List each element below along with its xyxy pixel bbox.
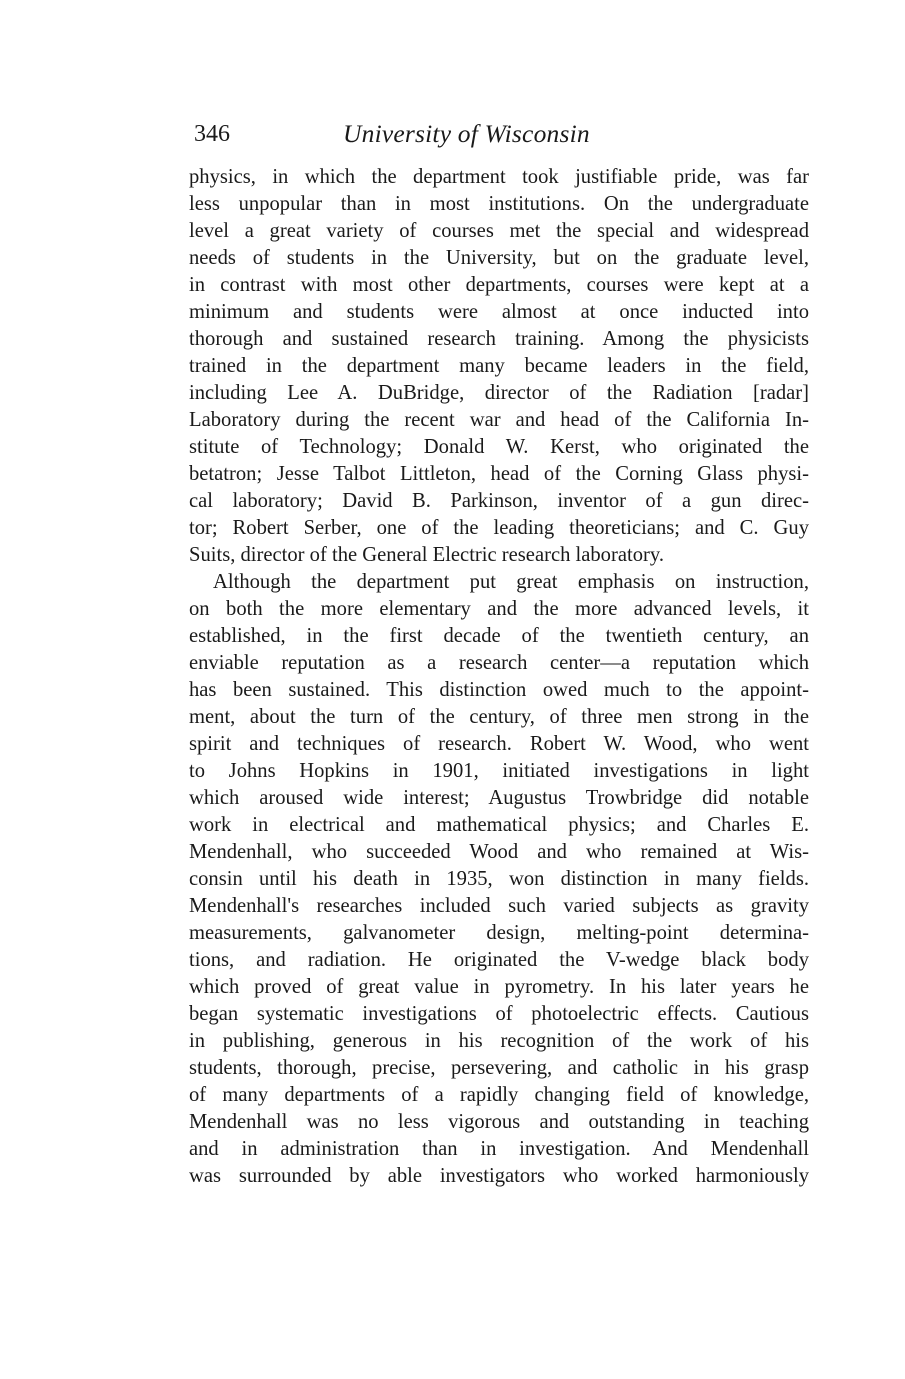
text-line: cal laboratory; David B. Parkinson, inventor of a gun direc-: [189, 490, 809, 512]
text-line: tor; Robert Serber, one of the leading theoreticians; and C. Guy: [189, 517, 809, 539]
text-line: tions, and radiation. He originated the V-wedge black body: [189, 949, 809, 971]
text-line: Laboratory during the recent war and head of the California In-: [189, 409, 809, 431]
text-line: physics, in which the department took justifiable pride, was far: [189, 166, 809, 188]
text-line: Suits, director of the General Electric research laboratory.: [189, 544, 664, 566]
running-title: University of Wisconsin: [343, 119, 590, 148]
text-line: on both the more elementary and the more advanced levels, it: [189, 598, 809, 620]
text-line: needs of students in the University, but on the graduate level,: [189, 247, 809, 269]
text-line: began systematic investigations of photoelectric effects. Cautious: [189, 1003, 809, 1025]
paragraph-2: [189, 569, 809, 1190]
text-line: consin until his death in 1935, won distinction in many fields.: [189, 868, 809, 890]
text-line: was surrounded by able investigators who worked harmoniously: [189, 1165, 809, 1187]
text-line: has been sustained. This distinction owed much to the appoint-: [189, 679, 809, 701]
text-line: students, thorough, precise, persevering, and catholic in his grasp: [189, 1057, 809, 1079]
text-line: to Johns Hopkins in 1901, initiated investigations in light: [189, 760, 809, 782]
text-line: of many departments of a rapidly changing field of knowledge,: [189, 1084, 809, 1106]
text-line: less unpopular than in most institutions. On the undergraduate: [189, 193, 809, 215]
text-line: Although the department put great emphasis on instruction,: [213, 571, 809, 593]
text-line: in publishing, generous in his recognition of the work of his: [189, 1030, 809, 1052]
text-line: Mendenhall, who succeeded Wood and who remained at Wis-: [189, 841, 809, 863]
text-line: and in administration than in investigation. And Mendenhall: [189, 1138, 809, 1160]
text-line: thorough and sustained research training. Among the physicists: [189, 328, 809, 350]
text-line: measurements, galvanometer design, melting-point determina-: [189, 922, 809, 944]
text-line: minimum and students were almost at once inducted into: [189, 301, 809, 323]
text-line: level a great variety of courses met the special and widespread: [189, 220, 809, 242]
text-line: which aroused wide interest; Augustus Trowbridge did notable: [189, 787, 809, 809]
body-text: [189, 164, 809, 1190]
text-line: trained in the department many became leaders in the field,: [189, 355, 809, 377]
text-line: ment, about the turn of the century, of three men strong in the: [189, 706, 809, 728]
page-number: 346: [194, 121, 230, 147]
text-line: Mendenhall's researches included such varied subjects as gravity: [189, 895, 809, 917]
text-line: in contrast with most other departments, courses were kept at a: [189, 274, 809, 296]
text-line: Mendenhall was no less vigorous and outstanding in teaching: [189, 1111, 809, 1133]
text-line: which proved of great value in pyrometry. In his later years he: [189, 976, 809, 998]
text-line: betatron; Jesse Talbot Littleton, head of the Corning Glass physi-: [189, 463, 809, 485]
text-line: spirit and techniques of research. Robert W. Wood, who went: [189, 733, 809, 755]
text-line: stitute of Technology; Donald W. Kerst, who originated the: [189, 436, 809, 458]
text-line: including Lee A. DuBridge, director of the Radiation [radar]: [189, 382, 809, 404]
text-line: enviable reputation as a research center—a reputation which: [189, 652, 809, 674]
paragraph-1: [189, 164, 809, 569]
text-line: established, in the first decade of the twentieth century, an: [189, 625, 809, 647]
text-line: work in electrical and mathematical physics; and Charles E.: [189, 814, 809, 836]
